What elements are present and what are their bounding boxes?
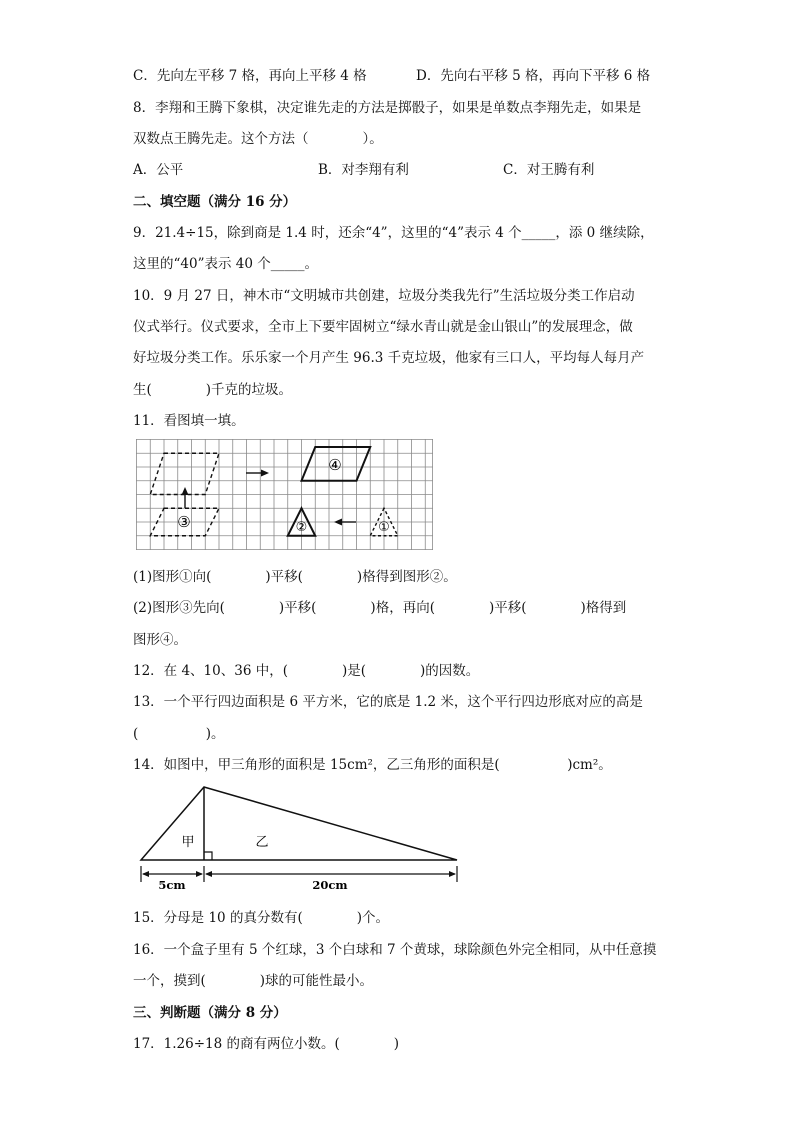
q10-line2: 仪式举行。仪式要求，全市上下要牢固树立“绿水青山就是金山银山”的发展理念，做 xyxy=(133,319,633,335)
arrow-right-head xyxy=(261,470,269,477)
q11-part2-line2: 图形④。 xyxy=(133,632,187,648)
q10-line1: 10．9 月 27 日，神木市“文明城市共创建，垃圾分类我先行”生活垃圾分类工作启动 xyxy=(133,288,635,304)
q8-option-c: C．对王腾有利 xyxy=(503,162,595,178)
arrow-left-head xyxy=(334,519,342,526)
q10-line4: 生( )千克的垃圾。 xyxy=(133,382,293,398)
q13-line2: ( )。 xyxy=(133,726,225,742)
q16-line1: 16．一个盒子里有 5 个红球，3 个白球和 7 个黄球，球除颜色外完全相同，从中任意摸 xyxy=(133,942,657,958)
q12: 12．在 4、10、36 中，( )是( )的因数。 xyxy=(133,663,480,679)
label-yi: 乙 xyxy=(255,835,269,850)
dim-label-20cm: 20cm xyxy=(312,878,348,890)
shape-3-label: ③ xyxy=(177,513,191,531)
q11-title: 11．看图填一填。 xyxy=(133,413,245,429)
right-angle-mark xyxy=(204,852,212,860)
q14: 14．如图中，甲三角形的面积是 15cm²，乙三角形的面积是( )cm²。 xyxy=(133,757,612,773)
section-judgment-heading: 三、判断题（满分 8 分） xyxy=(133,1005,287,1021)
q8-option-b: B．对李翔有利 xyxy=(318,162,409,178)
q7-option-c: C．先向左平移 7 格，再向上平移 4 格 xyxy=(133,68,367,84)
dim-label-5cm: 5cm xyxy=(158,878,186,890)
q11-part2-line1: (2)图形③先向( )平移( )格，再向( )平移( )格得到 xyxy=(133,600,627,616)
arrow-up-head xyxy=(182,487,189,495)
q11-part1: (1)图形①向( )平移( )格得到图形②。 xyxy=(133,569,457,585)
shape-1-label: ① xyxy=(378,520,390,535)
q10-line3: 好垃圾分类工作。乐乐家一个月产生 96.3 千克垃圾，他家有三口人，平均每人每月产 xyxy=(133,350,645,366)
q17: 17．1.26÷18 的商有两位小数。( ) xyxy=(133,1036,400,1052)
shape-2-label: ② xyxy=(295,520,308,535)
label-jia: 甲 xyxy=(181,835,195,850)
shape-4-label: ④ xyxy=(328,456,342,474)
q8-option-a: A．公平 xyxy=(133,162,184,178)
q8-line1: 8．李翔和王腾下象棋，决定谁先走的方法是掷骰子，如果是单数点李翔先走，如果是 xyxy=(133,100,642,116)
triangle-area-figure xyxy=(134,782,464,890)
q9-line2: 这里的“40”表示 40 个_____。 xyxy=(133,256,318,272)
q8-line2: 双数点王腾先走。这个方法（ ）。 xyxy=(133,131,383,147)
q15: 15．分母是 10 的真分数有( )个。 xyxy=(133,910,389,926)
section-fill-in-heading: 二、填空题（满分 16 分） xyxy=(133,194,297,210)
q13-line1: 13．一个平行四边面积是 6 平方米，它的底是 1.2 米，这个平行四边形底对应的高是 xyxy=(133,694,643,710)
q9-line1: 9．21.4÷15，除到商是 1.4 时，还余“4”，这里的“4”表示 4 个_____，添 0 继续除， xyxy=(133,225,654,241)
translation-grid-figure xyxy=(136,439,438,555)
q7-option-d: D．先向右平移 5 格，再向下平移 6 格 xyxy=(416,68,651,84)
q16-line2: 一个，摸到( )球的可能性最小。 xyxy=(133,973,374,989)
